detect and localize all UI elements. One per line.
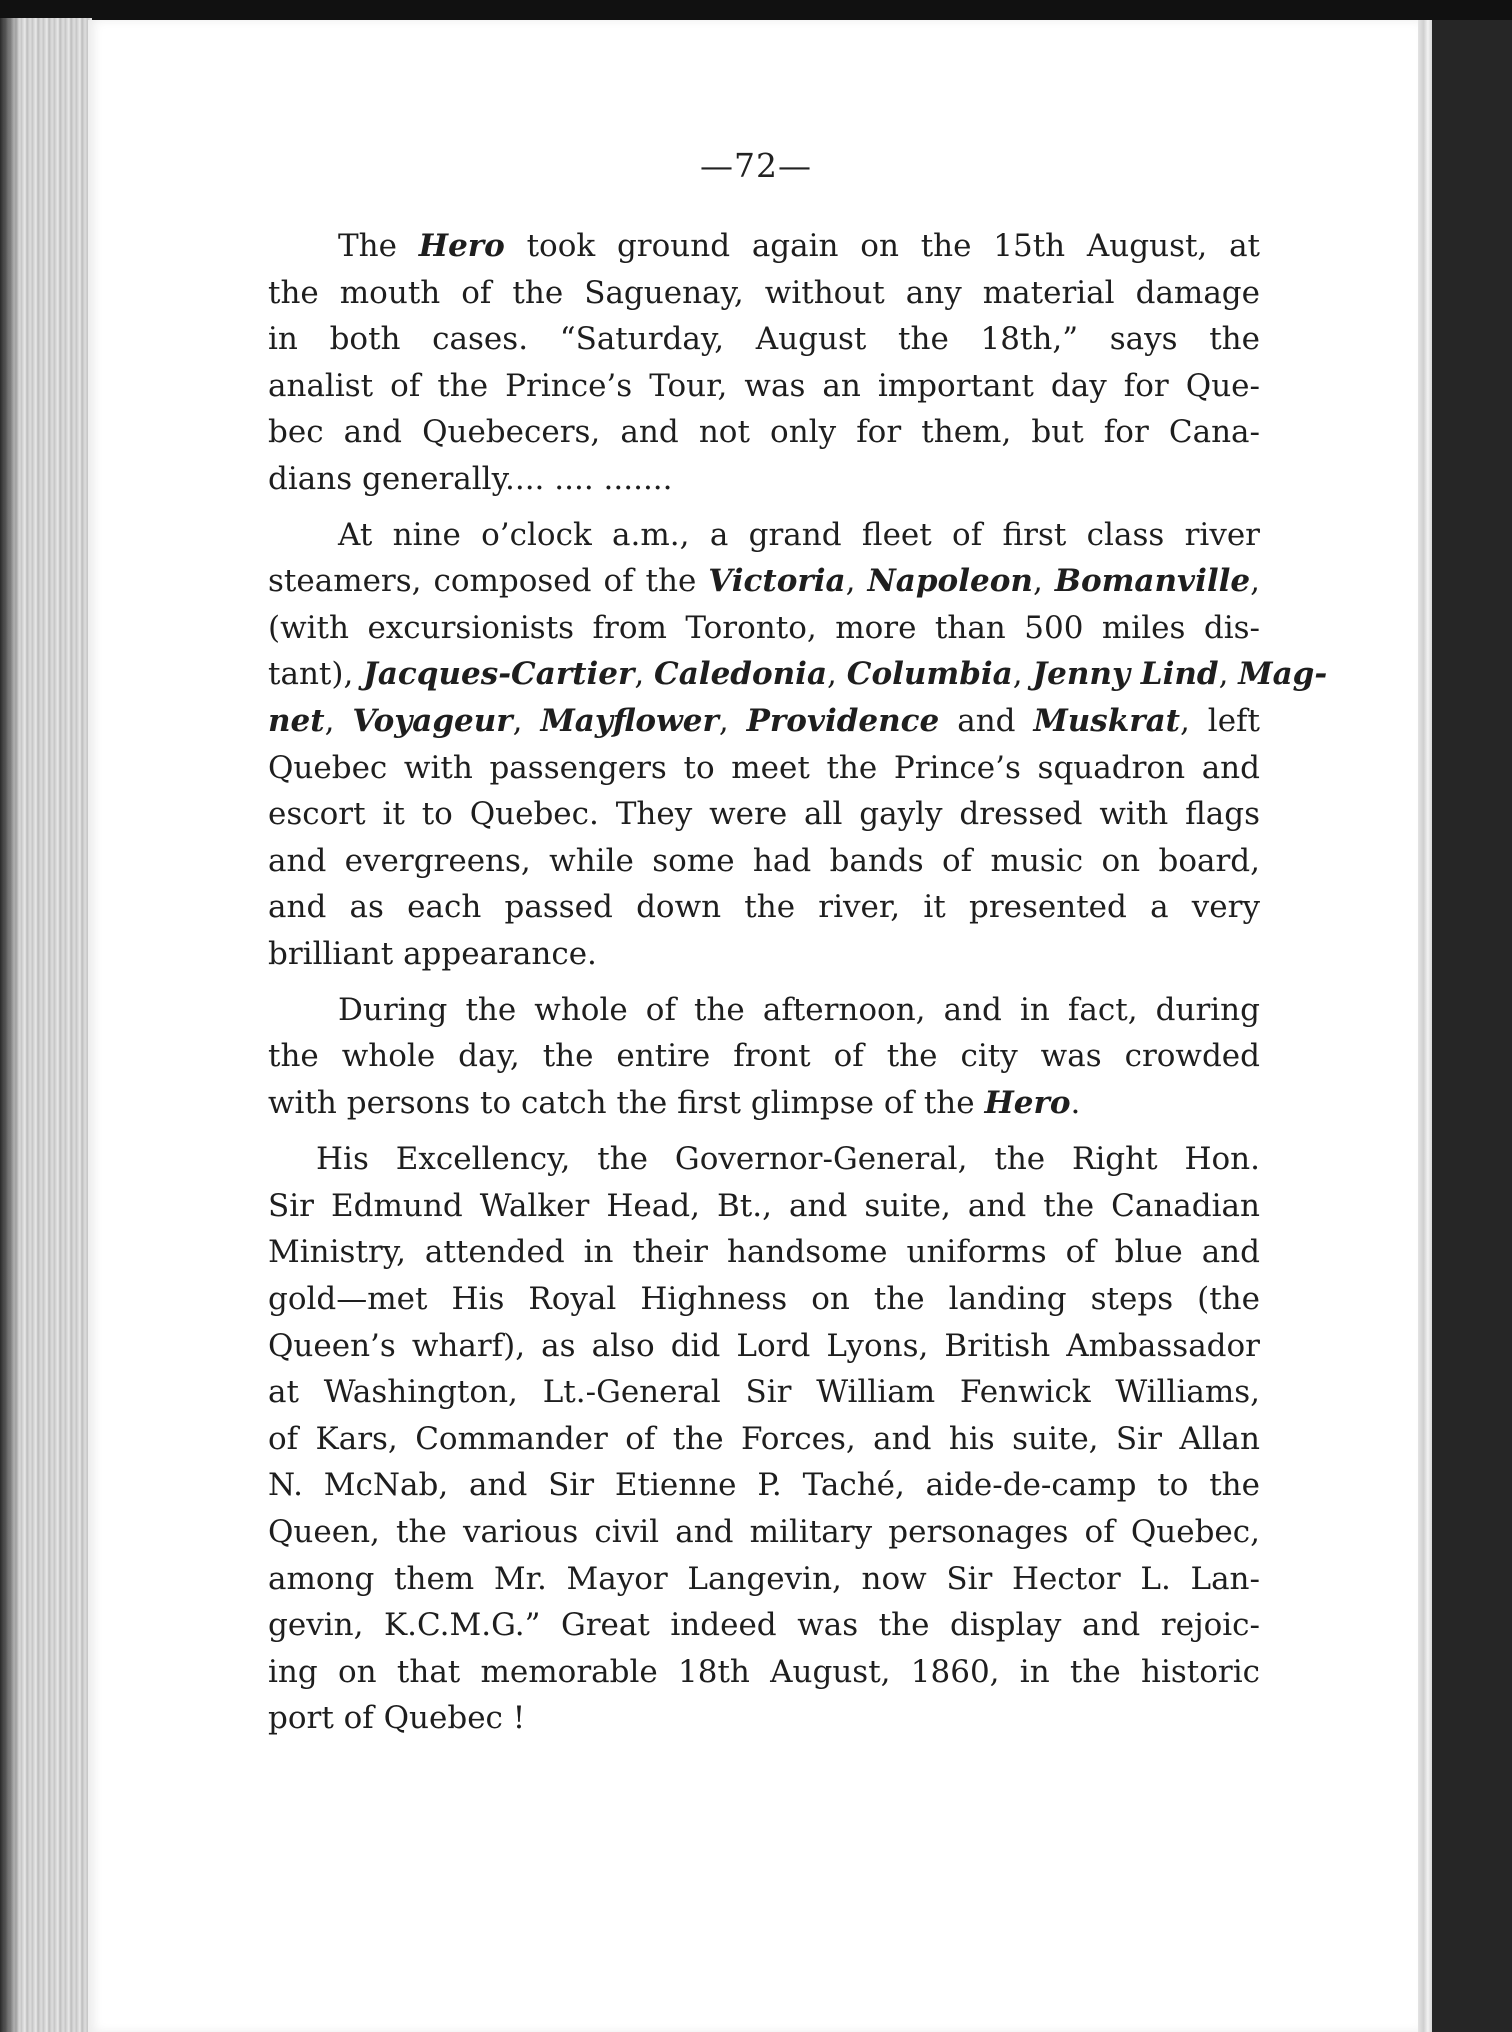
paragraph (268, 1136, 1260, 1742)
text-line (268, 651, 1328, 698)
italic-run: Caledonia (654, 656, 828, 693)
text-line (268, 1416, 1260, 1463)
text-line (268, 987, 1260, 1034)
text-run: port of Quebec ! (268, 1700, 526, 1737)
text-line (268, 409, 1260, 456)
text-run: , (845, 563, 868, 600)
book-gutter-shadow (0, 18, 20, 2032)
page-number: —72— (700, 146, 812, 185)
text-run: , (324, 702, 353, 739)
text-line (268, 363, 1260, 410)
text-line (268, 745, 1260, 792)
text-line (268, 1136, 1260, 1183)
text-run: N. McNab, and Sir Etienne P. Taché, aide-de-camp to the (268, 1467, 1260, 1504)
text-run: , (1218, 656, 1239, 693)
text-line (268, 558, 1260, 605)
text-run: His Excellency, the Governor-General, the Right Hon. (316, 1141, 1260, 1178)
text-line (268, 512, 1260, 559)
text-run: took ground again on the 15th August, at (504, 228, 1261, 264)
text-run: , (1032, 563, 1055, 600)
italic-run: Bomanville (1054, 563, 1251, 600)
text-run: with persons to catch the first glimpse of the (268, 1084, 985, 1121)
paragraph (268, 512, 1328, 978)
text-run: . (1070, 1084, 1081, 1121)
text-run: gevin, K.C.M.G.” Great indeed was the display and rejoic- (268, 1607, 1260, 1644)
scan-right-border (1432, 20, 1512, 2032)
text-line (268, 1183, 1260, 1230)
text-run: Queen’s wharf), as also did Lord Lyons, British Ambassador (268, 1327, 1260, 1364)
italic-run: Hero (984, 1084, 1071, 1121)
text-run: steamers, composed of the (268, 563, 709, 600)
italic-run: Mayflower (540, 702, 719, 739)
text-run: the whole day, the entire front of the city was crowded (268, 1038, 1260, 1075)
text-run: gold—met His Royal Highness on the landing steps (the (268, 1281, 1260, 1318)
text-run: ing on that memorable 18th August, 1860, in the historic (268, 1653, 1260, 1690)
body-text (268, 223, 1328, 1744)
text-line (268, 884, 1260, 931)
italic-run: Jacques-Cartier (363, 656, 635, 693)
text-line (268, 1649, 1260, 1696)
text-run: among them Mr. Mayor Langevin, now Sir Hector L. Lan- (268, 1560, 1260, 1597)
italic-run: Napoleon (867, 563, 1033, 600)
text-run: dians generally.... .... ....... (268, 460, 673, 497)
text-run: and (939, 702, 1034, 739)
text-run: At nine o’clock a.m., a grand fleet of first class river (338, 516, 1260, 553)
text-line (268, 1369, 1260, 1416)
text-run: , (512, 702, 541, 739)
paragraph (268, 987, 1260, 1127)
text-line (268, 1556, 1260, 1603)
text-run: analist of the Prince’s Tour, was an important day for Que- (268, 367, 1260, 404)
italic-run: Hero (418, 228, 505, 264)
text-line (268, 1323, 1260, 1370)
text-run: of Kars, Commander of the Forces, and his suite, Sir Allan (268, 1420, 1260, 1457)
paragraph (268, 223, 1260, 503)
italic-run: Providence (746, 702, 940, 739)
text-run: , (827, 656, 847, 693)
italic-run: Jenny Lind (1032, 656, 1219, 693)
italic-run: net (268, 702, 325, 739)
text-line (268, 1602, 1260, 1649)
text-line (268, 1695, 1260, 1742)
text-run: Quebec with passengers to meet the Prince’s squadron and (268, 749, 1260, 786)
text-line (268, 1229, 1260, 1276)
text-run: , (1250, 563, 1260, 600)
text-line (268, 1462, 1260, 1509)
book-page-edges-right (1418, 20, 1432, 2032)
text-run: tant), (268, 656, 364, 693)
text-line (268, 931, 1260, 978)
text-line (268, 1033, 1260, 1080)
text-line (268, 1080, 1260, 1127)
text-line (268, 605, 1260, 652)
text-run: The (338, 228, 419, 264)
italic-run: Victoria (708, 563, 846, 600)
text-run: brilliant appearance. (268, 935, 597, 972)
text-run: Queen, the various civil and military personages of Quebec, (268, 1514, 1260, 1551)
text-run: at Washington, Lt.-General Sir William Fenwick Williams, (268, 1374, 1260, 1411)
text-run: Sir Edmund Walker Head, Bt., and suite, and the Canadian (268, 1187, 1260, 1224)
text-run: , (718, 702, 747, 739)
text-run: , (1012, 656, 1033, 693)
text-run: During the whole of the afternoon, and in fact, during (338, 991, 1260, 1028)
text-line (268, 1509, 1260, 1556)
italic-run: Muskrat (1033, 702, 1180, 739)
text-run: , left (1179, 702, 1260, 739)
italic-run: Voyageur (352, 702, 513, 739)
italic-run: Columbia (846, 656, 1013, 693)
text-line (268, 1276, 1260, 1323)
text-line (268, 270, 1260, 317)
text-run: (with excursionists from Toronto, more than 500 miles dis- (268, 609, 1260, 646)
text-run: , (634, 656, 655, 693)
text-run: bec and Quebecers, and not only for them, but for Cana- (268, 414, 1260, 451)
text-run: in both cases. “Saturday, August the 18th,” says the (268, 321, 1260, 358)
text-line (268, 698, 1260, 745)
text-line (268, 838, 1260, 885)
text-line (268, 316, 1260, 363)
text-line (268, 456, 1260, 503)
text-run: escort it to Quebec. They were all gayly dressed with flags (268, 796, 1260, 833)
text-run: the mouth of the Saguenay, without any material damage (268, 274, 1260, 311)
italic-run: Mag- (1238, 656, 1328, 693)
text-line (268, 223, 1260, 270)
text-run: and evergreens, while some had bands of music on board, (268, 842, 1260, 879)
text-run: Ministry, attended in their handsome uniforms of blue and (268, 1234, 1260, 1271)
text-line (268, 791, 1260, 838)
text-run: and as each passed down the river, it presented a very (268, 889, 1260, 926)
